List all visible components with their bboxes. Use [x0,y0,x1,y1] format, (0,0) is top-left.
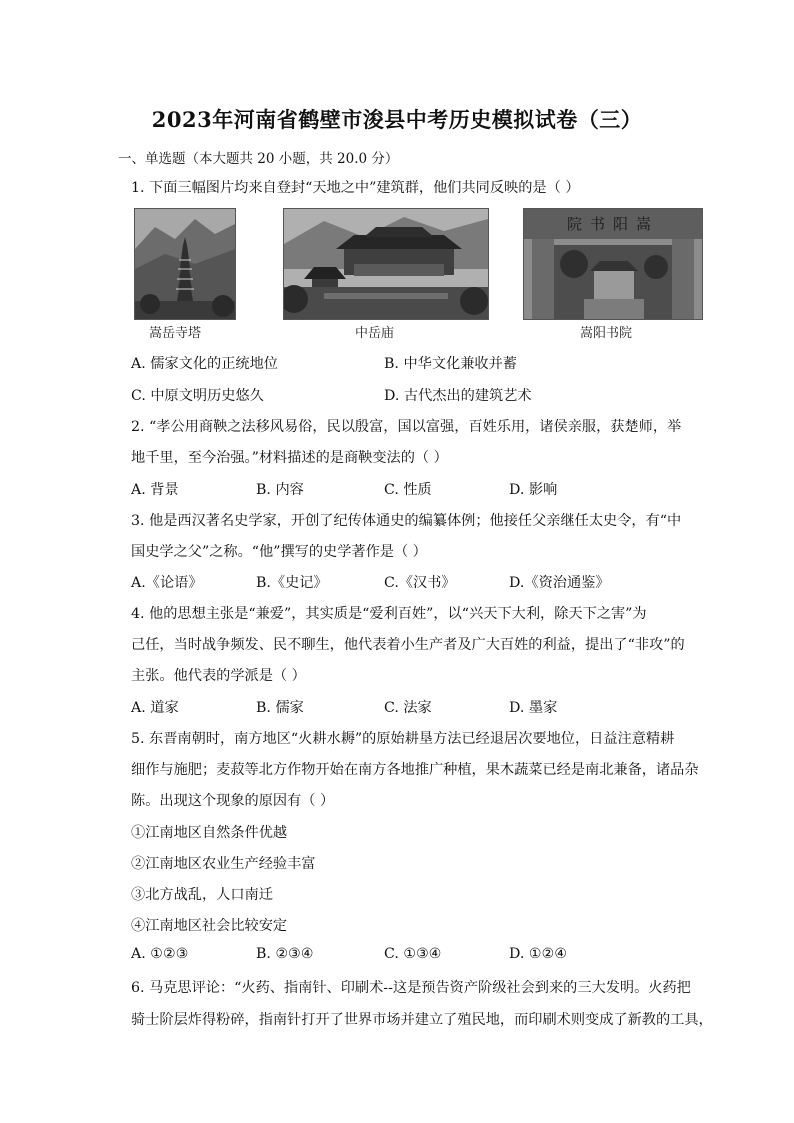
q6-line-1: 6. 马克思评论：“火药、指南针、印刷术--这是预告资产阶级社会到来的三大发明。火药把 [131,980,691,996]
q2-option-b: B. 内容 [256,482,304,498]
q3-option-a: A.《论语》 [131,575,203,591]
q4-option-c: C. 法家 [384,700,432,716]
q6-line-2: 骑士阶层炸得粉碎，指南针打开了世界市场并建立了殖民地，而印刷术则变成了新教的工具， [131,1012,713,1028]
q3-line-1: 3. 他是西汉著名史学家，开创了纪传体通史的编纂体例；他接任父亲继任太史令，有“中 [131,513,682,529]
q4-line-2: 己任，当时战争频发、民不聊生，他代表着小生产者及广大百姓的利益，提出了“非攻”的 [131,637,685,653]
section-heading: 一、单选题（本大题共 20 小题，共 20.0 分） [118,151,399,167]
q4-option-b: B. 儒家 [256,700,304,716]
q5-statement-4: ④江南地区社会比较安定 [131,918,288,934]
q5-line-1: 5. 东晋南朝时，南方地区“火耕水耨”的原始耕垦方法已经退居次要地位，日益注意精耕 [131,731,675,747]
q4-line-1: 4. 他的思想主张是“兼爱”，其实质是“爱利百姓”，以“兴天下大利，除天下之害”为 [131,606,647,622]
academy-gate-photo [523,208,703,320]
q4-option-a: A. 道家 [131,700,179,716]
pagoda-photo [134,208,236,320]
q5-option-d: D. ①②④ [509,946,568,962]
exam-title: 2023年河南省鹤壁市浚县中考历史模拟试卷（三） [151,107,643,132]
q1-option-d: D. 古代杰出的建筑艺术 [384,388,532,404]
q5-statement-3: ③北方战乱，人口南迁 [131,887,273,903]
pagoda-photo-art [135,209,235,319]
q3-option-c: C.《汉书》 [384,575,456,591]
q3-option-b: B.《史记》 [256,575,328,591]
q2-option-d: D. 影响 [509,482,558,498]
q5-statement-2: ②江南地区农业生产经验丰富 [131,856,316,872]
q2-option-a: A. 背景 [131,482,179,498]
photo-caption-pagoda: 嵩岳寺塔 [149,326,202,341]
q5-line-2: 细作与施肥；麦菽等北方作物开始在南方各地推广种植，果木蔬菜已经是南北兼备，诸品杂 [131,762,699,778]
q2-line-2: 地千里，至今治强。”材料描述的是商鞅变法的（ ） [131,450,448,466]
q4-line-3: 主张。他代表的学派是（ ） [131,668,306,684]
q3-line-2: 国史学之父”之称。“他”撰写的史学著作是（ ） [131,544,427,560]
q1-option-b: B. 中华文化兼收并蓄 [384,356,517,372]
q5-option-a: A. ①②③ [131,946,189,962]
q5-option-c: C. ①③④ [384,946,442,962]
q1-option-a: A. 儒家文化的正统地位 [131,356,278,372]
q3-option-d: D.《资治通鉴》 [509,575,610,591]
q2-line-1: 2. “孝公用商鞅之法移风易俗，民以殷富，国以富强，百姓乐用，诸侯亲服，获楚师，举 [131,419,682,435]
photo-caption-temple: 中岳庙 [355,326,395,341]
q5-line-3: 陈。出现这个现象的原因有（ ） [131,793,335,809]
temple-photo-art [284,209,488,319]
q2-option-c: C. 性质 [384,482,432,498]
temple-photo [283,208,489,320]
academy-plaque-text: 院书阳嵩 [566,215,659,233]
q1-option-c: C. 中原文明历史悠久 [131,388,264,404]
photo-caption-academy: 嵩阳书院 [580,326,633,341]
q5-statement-1: ①江南地区自然条件优越 [131,825,288,841]
q4-option-d: D. 墨家 [509,700,558,716]
q1-stem: 1. 下面三幅图片均来自登封“天地之中”建筑群，他们共同反映的是（ ） [131,180,580,196]
q5-option-b: B. ②③④ [256,946,314,962]
